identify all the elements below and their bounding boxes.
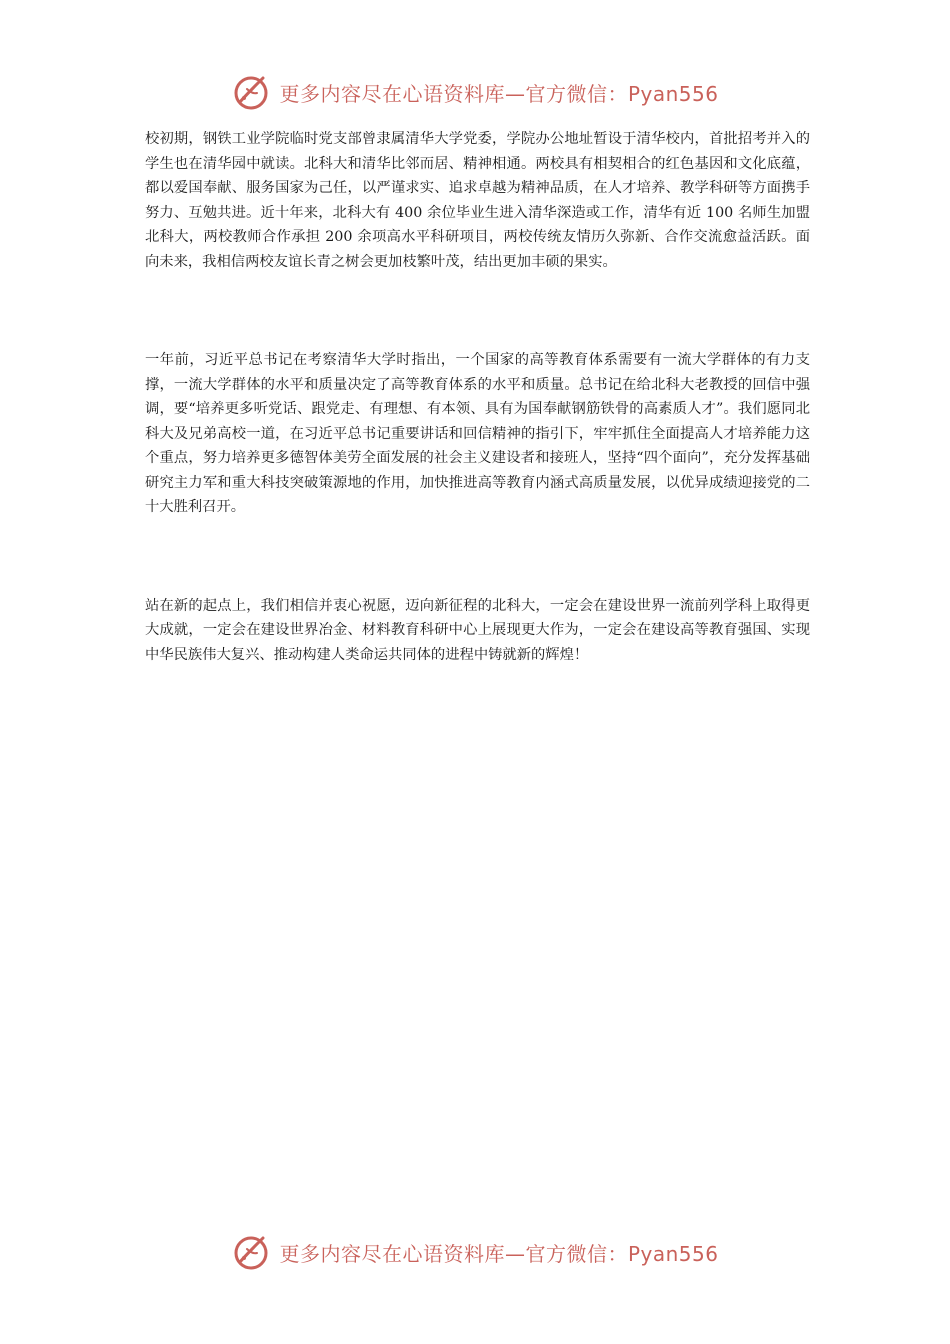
header-watermark	[0, 72, 950, 112]
pen-logo-icon	[231, 72, 271, 112]
footer-watermark	[0, 1232, 950, 1272]
paragraph-history: 校初期，钢铁工业学院临时党支部曾隶属清华大学党委，学院办公地址暂设于清华校内，首批招考并入的学生也在清华园中就读。北科大和清华比邻而居、精神相通。两校具有相契相合的红色基因和文化底蕴，都以爱国奉献、服务国家为己任，以严谨求实、追求卓越为精神品质，在人才培养、教学科研等方面携手努力、互勉共进。近十年来，北科大有 400 余位毕业生进入清华深造或工作，清华有近 100 名师生加盟北科大，两校教师合作承担 200 余项高水平科研项目，两校传统友情历久弥新、合作交流愈益活跃。面向未来，我相信两校友谊长青之树会更加枝繁叶茂，结出更加丰硕的果实。	[145, 131, 810, 270]
pen-logo-icon	[231, 1232, 271, 1272]
watermark-text: 更多内容尽在心语资料库—官方微信：Pyan556	[279, 81, 719, 106]
watermark-text: 更多内容尽在心语资料库—官方微信：Pyan556	[279, 1241, 719, 1266]
paragraph-education-vision: 一年前，习近平总书记在考察清华大学时指出，一个国家的高等教育体系需要有一流大学群体的有力支撑，一流大学群体的水平和质量决定了高等教育体系的水平和质量。总书记在给北科大老教授的回信中强调，要“培养更多听党话、跟党走、有理想、有本领、具有为国奉献钢筋铁骨的高素质人才”。我们愿同北科大及兄弟高校一道，在习近平总书记重要讲话和回信精神的指引下，牢牢抓住全面提高人才培养能力这个重点，努力培养更多德智体美劳全面发展的社会主义建设者和接班人，坚持“四个面向”，充分发挥基础研究主力军和重大科技突破策源地的作用，加快推进高等教育内涵式高质量发展，以优异成绩迎接党的二十大胜利召开。	[145, 352, 810, 515]
document-body	[145, 127, 810, 667]
paragraph-closing-wishes: 站在新的起点上，我们相信并衷心祝愿，迈向新征程的北科大，一定会在建设世界一流前列学科上取得更大成就，一定会在建设世界冶金、材料教育科研中心上展现更大作为，一定会在建设高等教育强国、实现中华民族伟大复兴、推动构建人类命运共同体的进程中铸就新的辉煌！	[145, 597, 810, 663]
